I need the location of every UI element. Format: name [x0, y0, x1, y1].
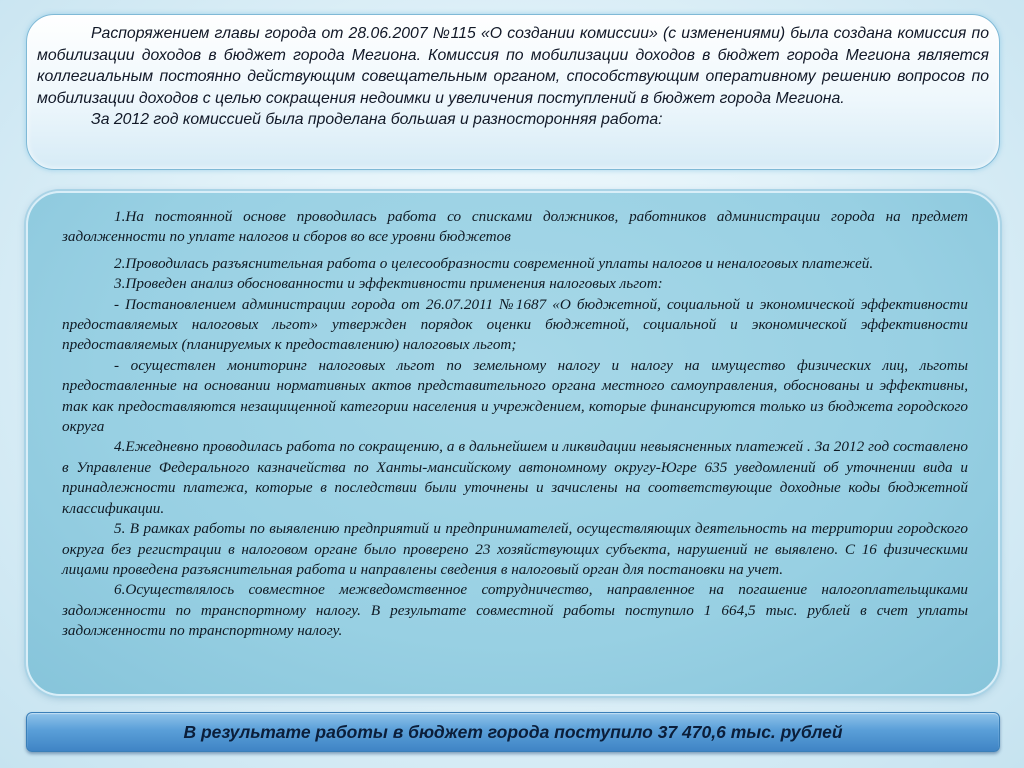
- work-item-2: 2.Проводилась разъяснительная работа о целесообразности современной уплаты налогов и неналоговых платежей.: [114, 254, 874, 272]
- intro-lead-in: За 2012 год комиссией была проделана большая и разносторонняя работа:: [91, 111, 663, 128]
- work-item-4: 4.Ежедневно проводилась работа по сокращению, а в дальнейшем и ликвидации невыясненных платежей . За 2012 год составлено в Управление Федерального казначейства по Ханты-мансийскому автономному округу-Югре 635 уведомлений об уточнении вида и принадлежности платежа, которые в последствии были уточнены и зачислены на соответствующие доходные коды бюджетной классификации.: [62, 438, 968, 517]
- work-item-5: 5. В рамках работы по выявлению предприятий и предпринимателей, осуществляющих деятельность на территории городского округа без регистрации в налоговом органе было проверено 23 хозяйствующих субъекта, нарушений не выявлено. С 16 физическими лицами проведена разъяснительная работа и направлены сведения в налоговый орган для постановки на учет.: [62, 520, 968, 578]
- summary-text: В результате работы в бюджет города поступило 37 470,6 тыс. рублей: [183, 721, 843, 742]
- work-items-panel: [26, 191, 1000, 696]
- intro-paragraph: Распоряжением главы города от 28.06.2007 №115 «О создании комиссии» (с изменениями) была создана комиссия по мобилизации доходов в бюджет города Мегиона. Комиссия по мобилизации доходов в бюджет города Мегиона является коллегиальным постоянно действующим совещательным органом, способствующим оперативному решению вопросов по мобилизации доходов с целью сокращения недоимки и увеличения поступлений в бюджет города Мегиона.: [37, 25, 989, 107]
- work-item-3-subitem-1: - Постановлением администрации города от 26.07.2011 №1687 «О бюджетной, социальной и экономической эффективности предоставляемых налоговых льгот» утвержден порядок оценки бюджетной, социальной и экономической эффективности предоставляемых (планируемых к предоставлению) налоговых льгот;: [62, 295, 968, 354]
- work-item-6: 6.Осуществлялось совместное межведомственное сотрудничество, направленное на погашение налогоплательщиками задолженности по транспортному налогу. В результате совместной работы поступило 1 664,5 тыс. рублей в счет уплаты задолженности по транспортному налогу.: [62, 581, 968, 640]
- work-item-1: 1.На постоянной основе проводилась работа со списками должников, работников администрации города на предмет задолженности по уплате налогов и сборов во все уровни бюджетов: [62, 208, 968, 246]
- intro-panel: [26, 14, 1000, 170]
- work-item-3-subitem-2: - осуществлен мониторинг налоговых льгот по земельному налогу и налогу на имущество физических лиц, льготы предоставленные на основании нормативных актов представительного органа местного самоуправления, обоснованы и эффективны, так как предоставляются незащищенной категории населения и учреждением, которые финансируются только из бюджета городского округа: [62, 356, 968, 436]
- summary-banner: [26, 712, 1000, 752]
- work-item-3: 3.Проведен анализ обоснованности и эффективности применения налоговых льгот:: [114, 275, 663, 293]
